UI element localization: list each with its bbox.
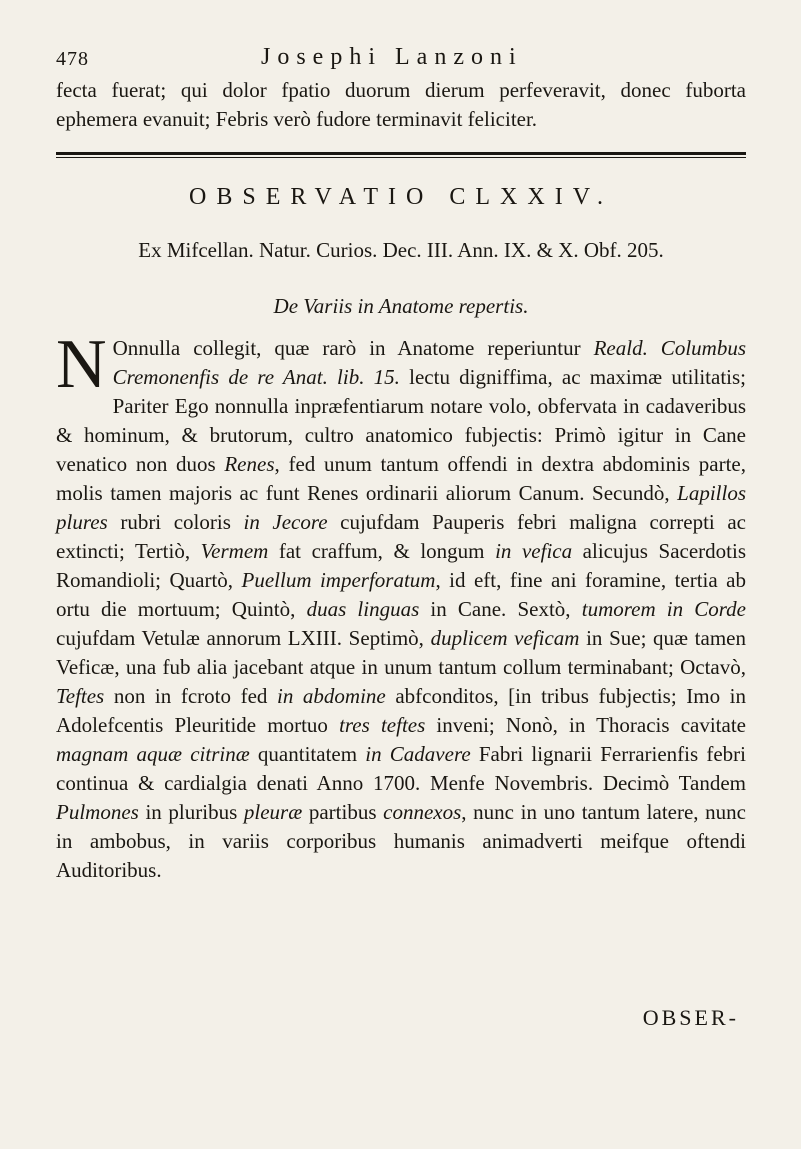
body-italic-14: magnam aquæ citrinæ [56, 742, 250, 766]
body-text-5: cujufdam Pauperis febri maligna correpti ac extincti; Tertiò, [56, 510, 746, 563]
body-italic-16: Pulmones [56, 800, 139, 824]
intro-paragraph: fecta fuerat; qui dolor fpatio duorum dierum perfeveravit, donec fuborta ephemera evanuit; Febris verò fudore terminavit feliciter. [56, 78, 746, 131]
body-text-7: alicujus Sacerdotis Romandioli; Quartò, [56, 539, 747, 592]
body-italic-13: tres teftes [339, 713, 426, 737]
body-italic-8: duas linguas [306, 597, 420, 621]
body-text-1: Onnulla collegit, quæ rarò in Anatome reperiuntur [112, 336, 594, 360]
body-italic-7: Puellum imperforatum [241, 568, 436, 592]
body-italic-5: Vermem [200, 539, 269, 563]
body-italic-3: Lapillos plures [56, 481, 746, 534]
body-italic-2: Renes [224, 452, 275, 476]
body-text-13: abfconditos, [in tribus fubjectis; Imo in Adolefcentis Pleuritide mortuo [56, 684, 747, 737]
body-text-17: in pluribus [138, 800, 244, 824]
running-head: Josephi Lanzoni [261, 44, 523, 70]
page-header [56, 44, 746, 78]
body-italic-10: duplicem veficam [430, 626, 580, 650]
body-italic-17: pleuræ [243, 800, 303, 824]
section-divider [56, 152, 746, 158]
page-number: 478 [56, 48, 89, 70]
body-italic-12: in abdomine [277, 684, 386, 708]
body-italic-9: tumorem in Corde [581, 597, 746, 621]
body-text-10: cujufdam Vetulæ annorum LXIII. Septimò, [56, 626, 431, 650]
section-subtitle: De Variis in Anatome repertis. [273, 294, 529, 318]
body-paragraph [56, 326, 747, 885]
body-text-18: partibus [302, 800, 384, 824]
body-text-2: lectu digniffima, ac maximæ utilitatis; Pariter Ego nonnulla inpræfentiarum notare volo, obfervata in cadaveribus & hominum, & brutorum, cultro anatomico fubjectis: Primò igitur in Cane venatico non duos [56, 365, 746, 476]
body-text-9: in Cane. Sextò, [419, 597, 582, 621]
body-italic-4: in Jecore [243, 510, 328, 534]
body-text-12: non in fcroto fed [104, 684, 277, 708]
body-text-15: quantitatem [249, 742, 366, 766]
catchword: OBSER- [642, 1005, 739, 1030]
body-text-14: inveni; Nonò, in Thoracis cavitate [425, 713, 746, 737]
body-text-4: rubri coloris [107, 510, 244, 534]
body-italic-6: in vefica [495, 539, 573, 563]
body-text-11: in Sue; quæ tamen Veficæ, una fub alia jacebant atque in unum tantum collum terminabant; Octavò, [56, 626, 746, 679]
body-italic-18: connexos [383, 800, 462, 824]
drop-cap: N [56, 326, 107, 403]
section-title: OBSERVATIO CLXXIV. [189, 184, 613, 210]
body-text-8: , id eft, fine ani foramine, tertia ab ortu die mortuum; Quintò, [56, 568, 746, 621]
body-italic-15: in Cadavere [365, 742, 471, 766]
body-text-19: , nunc in uno tantum latere, nunc in ambobus, in variis corporibus humanis animadverti meifque oftendi Auditoribus. [56, 800, 746, 882]
body-text-6: fat craffum, & longum [268, 539, 496, 563]
source-reference: Ex Mifcellan. Natur. Curios. Dec. III. Ann. IX. & X. Obf. 205. [138, 238, 664, 262]
body-text-16: Fabri lignarii Ferrarienfis febri continua & cardialgia denati Anno 1700. Menfe Novembris. Decimò Tandem [56, 742, 747, 795]
body-italic-1: Reald. Columbus Cremonenfis de re Anat. lib. 15. [112, 336, 746, 389]
body-text-3: , fed unum tantum offendi in dextra abdominis parte, molis tamen majoris ac funt Renes ordinarii aliorum Canum. Secundò, [56, 452, 746, 505]
body-italic-11: Teftes [56, 684, 105, 708]
